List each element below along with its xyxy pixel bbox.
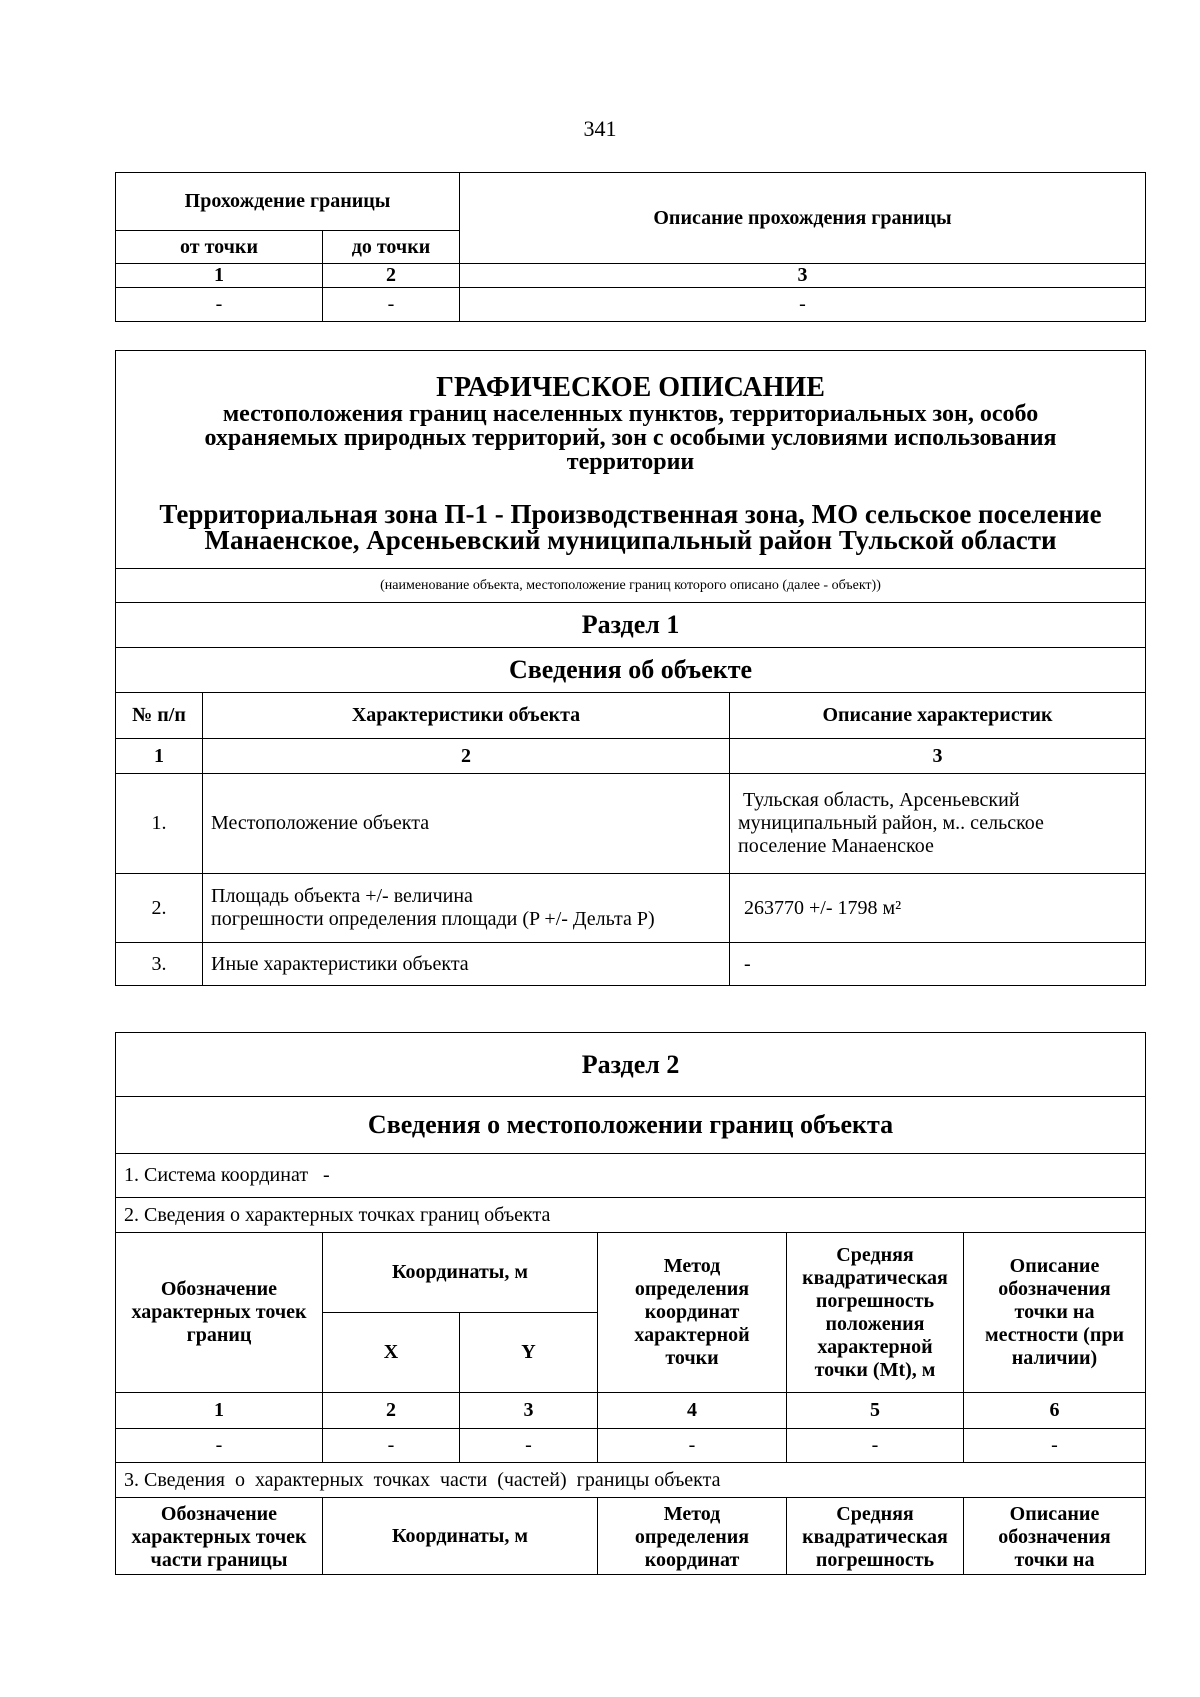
- part-col-error-line: квадратическая: [802, 1526, 948, 1548]
- col-num: 6: [964, 1393, 1146, 1429]
- row-num: 3.: [116, 943, 203, 986]
- col-method: [598, 1233, 787, 1393]
- col-designation-line: Обозначение: [160, 1278, 278, 1300]
- part-col-point-desc-line: точки на: [1014, 1549, 1095, 1571]
- col-num: 4: [598, 1393, 787, 1429]
- col-header-characteristics: Характеристики объекта: [203, 693, 730, 739]
- part-col-point-desc-line: Описание: [1009, 1503, 1100, 1525]
- section2-table: [115, 1032, 1146, 1575]
- col-error-line: точки (Mt), м: [814, 1358, 936, 1381]
- object-note: (наименование объекта, местоположение границ которого описано (далее - объект)): [116, 569, 1146, 603]
- part-col-error-line: погрешность: [815, 1549, 935, 1571]
- col-num: 5: [787, 1393, 964, 1429]
- boundary-from-header: от точки: [116, 231, 323, 264]
- col-point-desc-line: наличии): [1011, 1347, 1098, 1369]
- col-num: 2: [323, 1393, 460, 1429]
- row-description: [730, 874, 1146, 943]
- col-point-desc-line: Описание: [1009, 1255, 1100, 1277]
- col-point-desc-line: обозначения: [998, 1278, 1111, 1300]
- graphic-description-table: [115, 350, 1146, 986]
- boundary-col-num: 2: [323, 264, 460, 288]
- part-col-method-line: Метод: [663, 1503, 721, 1525]
- col-method-line: определения: [634, 1278, 750, 1300]
- col-coords: Координаты, м: [323, 1233, 598, 1313]
- part-col-point-desc-line: обозначения: [998, 1526, 1111, 1548]
- col-header-description: Описание характеристик: [730, 693, 1146, 739]
- part-col-point-desc: [964, 1498, 1146, 1575]
- point-cell: -: [787, 1429, 964, 1463]
- row-characteristic: [203, 774, 730, 874]
- row-characteristic-line: погрешности определения площади (P +/- Дельта P): [211, 908, 655, 930]
- boundary-cell: -: [323, 288, 460, 322]
- col-error-line: Средняя: [836, 1243, 914, 1266]
- part-col-error: [787, 1498, 964, 1575]
- graphic-subtitle-line: территории: [566, 449, 695, 475]
- graphic-subtitle-line: местоположения границ населенных пунктов, территориальных зон, особо: [222, 401, 1039, 427]
- col-y: Y: [460, 1313, 598, 1393]
- col-designation: [116, 1233, 323, 1393]
- col-error-line: положения: [825, 1312, 925, 1335]
- boundary-col-num: 3: [460, 264, 1146, 288]
- row-description-line: поселение Манаенское: [738, 835, 934, 857]
- col-point-desc-line: местности (при: [984, 1324, 1125, 1346]
- row-description-line: -: [744, 952, 751, 975]
- row-description: [730, 943, 1146, 986]
- part-points-label: 3. Сведения о характерных точках части (частей) границы объекта: [116, 1463, 1146, 1498]
- row-description: [730, 774, 1146, 874]
- boundary-col-num: 1: [116, 264, 323, 288]
- part-col-method: [598, 1498, 787, 1575]
- col-error-line: характерной: [817, 1335, 933, 1358]
- graphic-header: [116, 351, 1146, 569]
- col-num: 3: [460, 1393, 598, 1429]
- col-num: 2: [203, 739, 730, 774]
- row-description-line: муниципальный район, м.. сельское: [738, 812, 1044, 834]
- point-cell: -: [964, 1429, 1146, 1463]
- points-label: 2. Сведения о характерных точках границ объекта: [116, 1198, 1146, 1233]
- col-method-line: характерной: [634, 1324, 750, 1346]
- col-error-line: квадратическая: [802, 1266, 948, 1289]
- part-col-method-line: определения: [634, 1526, 750, 1548]
- row-description-line: Тульская область, Арсеньевский: [738, 789, 1020, 811]
- col-num: 3: [730, 739, 1146, 774]
- coord-system: 1. Система координат -: [116, 1154, 1146, 1198]
- page-number: 341: [583, 116, 617, 141]
- col-header-num: № п/п: [116, 693, 203, 739]
- boundary-cell: -: [116, 288, 323, 322]
- col-error-line: погрешность: [815, 1289, 935, 1312]
- col-num: 1: [116, 739, 203, 774]
- boundary-header-group: Прохождение границы: [116, 173, 460, 231]
- col-error: [787, 1233, 964, 1393]
- row-characteristic-line: Площадь объекта +/- величина: [211, 885, 473, 907]
- col-x: X: [323, 1313, 460, 1393]
- col-point-desc: [964, 1233, 1146, 1393]
- row-num: 2.: [116, 874, 203, 943]
- boundary-cell: -: [460, 288, 1146, 322]
- section1-title: Раздел 1: [116, 603, 1146, 648]
- object-name-line: Территориальная зона П-1 - Производственная зона, МО сельское поселение: [159, 499, 1102, 529]
- row-description-line: 263770 +/- 1798 м²: [744, 896, 902, 919]
- part-col-designation-line: характерных точек: [131, 1526, 307, 1548]
- part-col-designation-line: части границы: [150, 1549, 288, 1571]
- section1-subtitle: Сведения об объекте: [116, 648, 1146, 693]
- section2-title: Раздел 2: [116, 1033, 1146, 1097]
- object-name-line: Манаенское, Арсеньевский муниципальный район Тульской области: [204, 525, 1057, 555]
- part-col-error-line: Средняя: [836, 1503, 914, 1525]
- row-characteristic: [203, 943, 730, 986]
- point-cell: -: [598, 1429, 787, 1463]
- col-num: 1: [116, 1393, 323, 1429]
- boundary-to-header: до точки: [323, 231, 460, 264]
- col-method-line: точки: [665, 1347, 719, 1369]
- graphic-subtitle-line: охраняемых природных территорий, зон с особыми условиями использования: [204, 425, 1057, 451]
- point-cell: -: [116, 1429, 323, 1463]
- col-method-line: координат: [644, 1301, 740, 1323]
- col-designation-line: границ: [186, 1324, 252, 1346]
- row-characteristic-line: Иные характеристики объекта: [211, 952, 469, 975]
- point-cell: -: [323, 1429, 460, 1463]
- section2-subtitle: Сведения о местоположении границ объекта: [116, 1097, 1146, 1154]
- part-col-coords: Координаты, м: [323, 1498, 598, 1575]
- boundary-table: [115, 172, 1146, 322]
- part-col-designation: [116, 1498, 323, 1575]
- col-point-desc-line: точки на: [1014, 1301, 1095, 1323]
- part-col-method-line: координат: [644, 1549, 740, 1571]
- row-num: 1.: [116, 774, 203, 874]
- point-cell: -: [460, 1429, 598, 1463]
- row-characteristic: [203, 874, 730, 943]
- graphic-title: ГРАФИЧЕСКОЕ ОПИСАНИЕ: [436, 372, 825, 403]
- boundary-desc-header: Описание прохождения границы: [460, 173, 1146, 264]
- row-characteristic-line: Местоположение объекта: [211, 812, 430, 834]
- col-designation-line: характерных точек: [131, 1301, 307, 1323]
- part-col-designation-line: Обозначение: [160, 1503, 278, 1525]
- col-method-line: Метод: [663, 1255, 721, 1277]
